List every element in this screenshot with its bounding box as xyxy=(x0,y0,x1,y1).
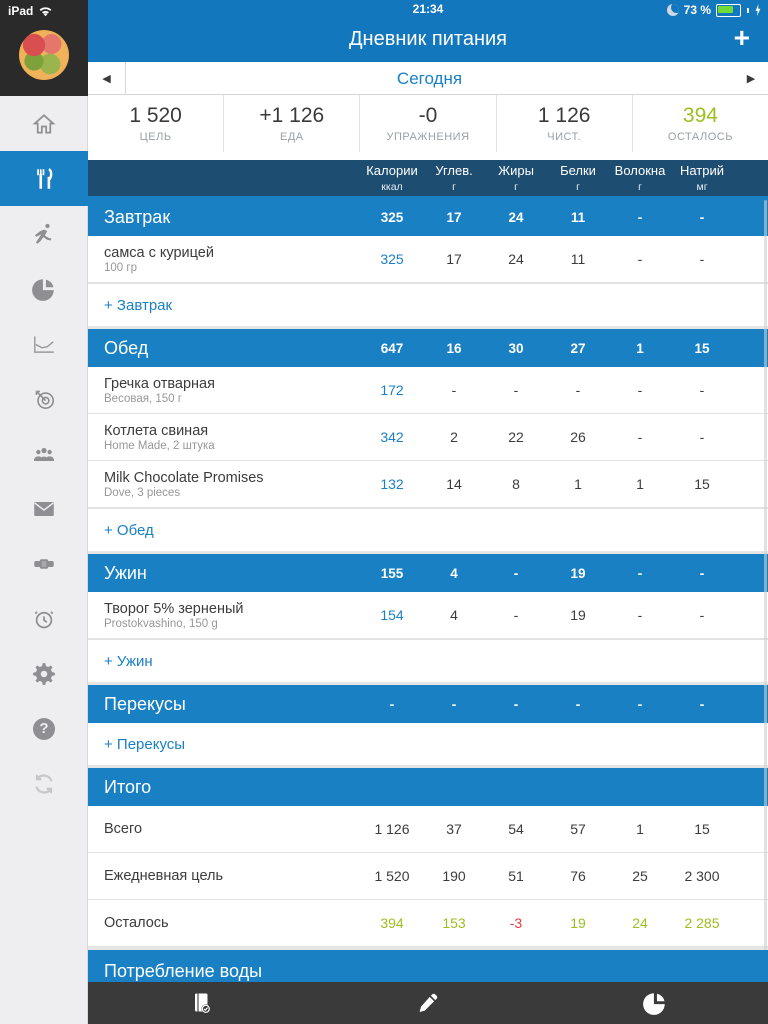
wifi-icon xyxy=(38,6,53,17)
totals-row-remaining: Осталось 394 153 -3 19 24 2 285 xyxy=(88,900,768,947)
diary-check-icon xyxy=(188,990,214,1016)
sidebar-item-progress[interactable] xyxy=(0,316,88,371)
pencil-icon xyxy=(416,991,440,1015)
exercise-value: -0 xyxy=(418,104,438,127)
sidebar-item-nutrition[interactable] xyxy=(0,261,88,316)
sidebar-item-home[interactable] xyxy=(0,96,88,151)
device-label: iPad xyxy=(8,4,34,18)
avatar[interactable] xyxy=(19,30,69,80)
summary-remaining xyxy=(633,95,768,152)
sidebar-item-exercise[interactable] xyxy=(0,206,88,261)
totals-header xyxy=(88,768,768,806)
food-name: Котлета свиная xyxy=(104,422,209,439)
statusbar-left xyxy=(0,0,88,18)
summary-goal xyxy=(88,95,224,152)
food-row[interactable]: Творог 5% зерненый Prostokvashino, 150 g 154 4 - 19 - - xyxy=(88,592,768,639)
sidebar-item-food-diary[interactable] xyxy=(0,151,88,206)
col-fiber: Волокна г xyxy=(614,163,666,193)
meal-header-dinner: Ужин 155 4 - 19 - - xyxy=(88,554,768,592)
add-snacks-link[interactable]: + Перекусы xyxy=(88,723,768,765)
add-lunch-link[interactable]: + Обед xyxy=(88,508,768,551)
meal-header-lunch: Обед 647 16 30 27 1 15 xyxy=(88,329,768,367)
app-area xyxy=(88,0,768,1024)
sidebar-top xyxy=(0,0,88,96)
totals-title: Итого xyxy=(104,776,152,797)
add-dinner-link[interactable]: + Ужин xyxy=(88,639,768,682)
sync-icon xyxy=(31,771,57,797)
food-name: Творог 5% зерненый xyxy=(104,600,244,617)
col-carbs: Углев. г xyxy=(435,163,473,193)
status-right xyxy=(667,3,762,17)
chevron-left-icon: ◀ xyxy=(102,73,111,85)
charging-bolt-icon xyxy=(754,4,762,16)
food-diary-icon xyxy=(31,166,57,192)
totals-row-daily-goal: Ежедневная цель 1 520 190 51 76 25 2 300 xyxy=(88,853,768,900)
sidebar-item-friends[interactable] xyxy=(0,426,88,481)
net-label: ЧИСТ. xyxy=(547,131,582,143)
next-day-button[interactable] xyxy=(734,62,768,95)
net-value: 1 126 xyxy=(537,104,591,127)
sidebar-item-settings[interactable] xyxy=(0,646,88,701)
people-icon xyxy=(31,441,57,467)
diary-body xyxy=(88,198,768,992)
exercise-label: УПРАЖНЕНИЯ xyxy=(386,131,470,143)
meal-header-breakfast: Завтрак 325 17 24 11 - - xyxy=(88,198,768,236)
alarm-clock-icon xyxy=(31,606,57,632)
remaining-value: 394 xyxy=(682,104,718,127)
target-icon xyxy=(31,386,57,412)
food-value: +1 126 xyxy=(259,104,325,127)
food-name: самса с курицей xyxy=(104,244,214,261)
goal-value: 1 520 xyxy=(129,104,182,127)
sidebar-item-help[interactable] xyxy=(0,701,88,756)
battery-nub xyxy=(747,8,749,13)
col-sodium: Натрий мг xyxy=(679,163,725,193)
col-protein: Белки г xyxy=(560,163,596,193)
calorie-summary-bar xyxy=(88,95,768,152)
bottom-toolbar xyxy=(88,982,768,1024)
battery-percent: 73 % xyxy=(683,3,711,17)
scrollbar[interactable] xyxy=(764,200,767,950)
summary-food xyxy=(224,95,360,152)
pie-chart-icon xyxy=(642,990,668,1016)
food-detail: Prostokvashino, 150 g xyxy=(104,618,218,631)
meal-name: Ужин xyxy=(104,562,147,583)
summary-exercise xyxy=(360,95,496,152)
food-row[interactable]: Milk Chocolate Promises Dove, 3 pieces 132 14 8 1 1 15 xyxy=(88,461,768,508)
envelope-icon xyxy=(31,496,57,522)
dnd-moon-icon xyxy=(667,4,679,16)
chevron-right-icon: ▶ xyxy=(746,73,756,85)
food-name: Гречка отварная xyxy=(104,375,215,392)
date-navigation xyxy=(88,62,768,95)
status-time: 21:34 xyxy=(412,2,444,16)
food-detail: 100 гр xyxy=(104,262,137,275)
page-title: Дневник питания xyxy=(349,28,507,50)
sidebar xyxy=(0,0,88,1024)
goal-label: ЦЕЛЬ xyxy=(139,131,172,143)
sidebar-item-goals[interactable] xyxy=(0,371,88,426)
sidebar-item-device[interactable] xyxy=(0,536,88,591)
add-breakfast-link[interactable]: + Завтрак xyxy=(88,283,768,326)
sidebar-item-sync[interactable] xyxy=(0,756,88,811)
nutrient-column-header xyxy=(88,160,768,198)
line-chart-icon xyxy=(31,331,57,357)
food-detail: Весовая, 150 г xyxy=(104,393,182,406)
pie-chart-icon xyxy=(31,276,57,302)
food-row[interactable]: Гречка отварная Весовая, 150 г 172 - - - - - xyxy=(88,367,768,414)
food-detail: Dove, 3 pieces xyxy=(104,487,181,500)
col-calories: Калории ккал xyxy=(366,163,418,193)
edit-button[interactable] xyxy=(398,982,458,1024)
food-label: ЕДА xyxy=(279,131,304,143)
remaining-label: ОСТАЛОСЬ xyxy=(667,131,733,143)
sidebar-nav xyxy=(0,96,88,811)
sidebar-item-reminders[interactable] xyxy=(0,591,88,646)
gear-icon xyxy=(31,661,57,687)
home-icon xyxy=(31,111,57,137)
runner-icon xyxy=(31,221,57,247)
app-header xyxy=(88,0,768,62)
water-title: Потребление воды xyxy=(104,960,263,981)
food-row[interactable]: Котлета свиная Home Made, 2 штука 342 2 22 26 - - xyxy=(88,414,768,461)
totals-row-total: Всего 1 126 37 54 57 1 15 xyxy=(88,806,768,853)
nutrition-summary-button[interactable] xyxy=(625,982,685,1024)
complete-diary-button[interactable] xyxy=(171,982,231,1024)
help-icon: ? xyxy=(33,718,55,740)
food-name: Milk Chocolate Promises xyxy=(104,469,264,486)
add-entry-button[interactable]: + xyxy=(733,22,750,53)
battery-icon xyxy=(716,4,741,17)
meal-name: Перекусы xyxy=(104,693,186,714)
prev-day-button[interactable] xyxy=(88,62,126,95)
meal-header-snacks: Перекусы - - - - - - xyxy=(88,685,768,723)
col-fat: Жиры г xyxy=(498,163,534,193)
meal-name: Завтрак xyxy=(104,206,171,227)
date-label[interactable]: Сегодня xyxy=(396,68,463,88)
summary-net xyxy=(497,95,633,152)
food-row[interactable]: самса с курицей 100 гр 325 17 24 11 - - xyxy=(88,236,768,283)
tracker-band-icon xyxy=(31,551,57,577)
meal-name: Обед xyxy=(104,337,149,358)
sidebar-item-messages[interactable] xyxy=(0,481,88,536)
food-detail: Home Made, 2 штука xyxy=(104,440,215,453)
